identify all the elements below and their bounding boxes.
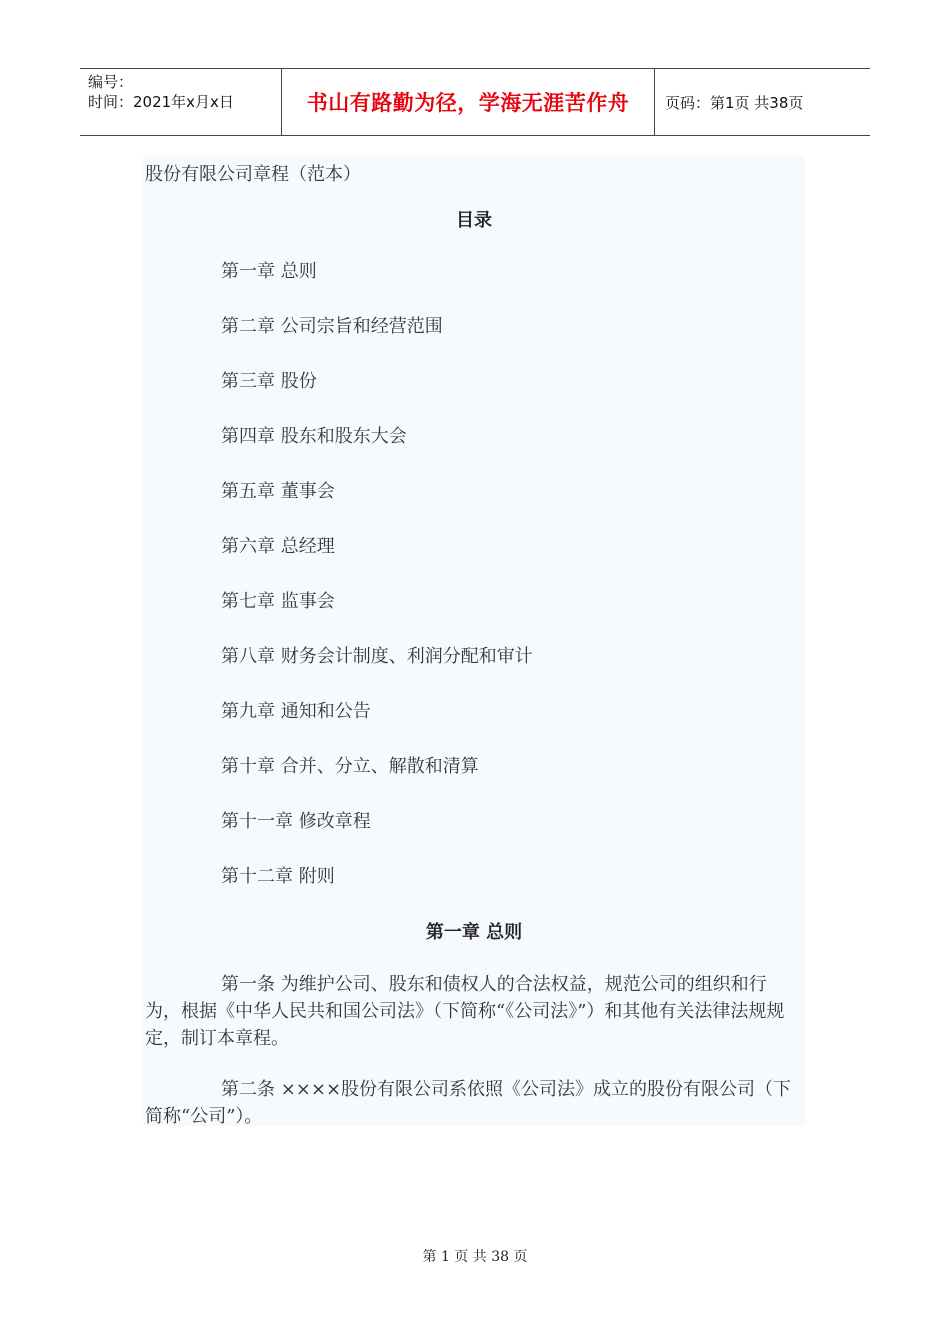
document-body <box>143 156 805 1126</box>
toc-item[interactable]: 第二章 公司宗旨和经营范围 <box>221 316 443 337</box>
toc-item[interactable]: 第十一章 修改章程 <box>221 811 371 832</box>
toc-item[interactable]: 第五章 董事会 <box>221 481 335 502</box>
toc-heading: 目录 <box>456 210 492 231</box>
toc-item[interactable]: 第七章 监事会 <box>221 591 335 612</box>
article-paragraph: 第二条 ××××股份有限公司系依照《公司法》成立的股份有限公司（下简称“公司”）。 <box>145 1079 792 1127</box>
toc-item[interactable]: 第六章 总经理 <box>221 536 335 557</box>
toc-item[interactable]: 第八章 财务会计制度、利润分配和审计 <box>221 646 533 667</box>
toc-item[interactable]: 第一章 总则 <box>221 261 317 282</box>
header-meta <box>80 69 282 135</box>
chapter-heading: 第一章 总则 <box>425 922 523 943</box>
document-title: 股份有限公司章程（范本） <box>145 164 361 185</box>
page-header <box>80 68 870 136</box>
number-label: 编号： <box>88 73 134 91</box>
toc-item[interactable]: 第十二章 附则 <box>221 866 335 887</box>
motto: 书山有路勤为径，学海无涯苦作舟 <box>306 91 630 115</box>
date-label: 时间：2021年x月x日 <box>88 93 234 111</box>
header-page-info: 页码：第1页 共38页 <box>665 93 804 112</box>
article-paragraph: 第一条 为维护公司、股东和债权人的合法权益，规范公司的组织和行为，根据《中华人民共和国公司法》（下简称“《公司法》”）和其他有关法律法规规定，制订本章程。 <box>145 974 785 1049</box>
page-footer: 第 1 页 共 38 页 <box>422 1249 528 1265</box>
toc-item[interactable]: 第三章 股份 <box>221 371 317 392</box>
table-of-contents <box>221 260 533 920</box>
toc-item[interactable]: 第十章 合并、分立、解散和清算 <box>221 756 479 777</box>
toc-item[interactable]: 第四章 股东和股东大会 <box>221 426 407 447</box>
header-motto-cell <box>282 69 655 135</box>
toc-item[interactable]: 第九章 通知和公告 <box>221 701 371 722</box>
